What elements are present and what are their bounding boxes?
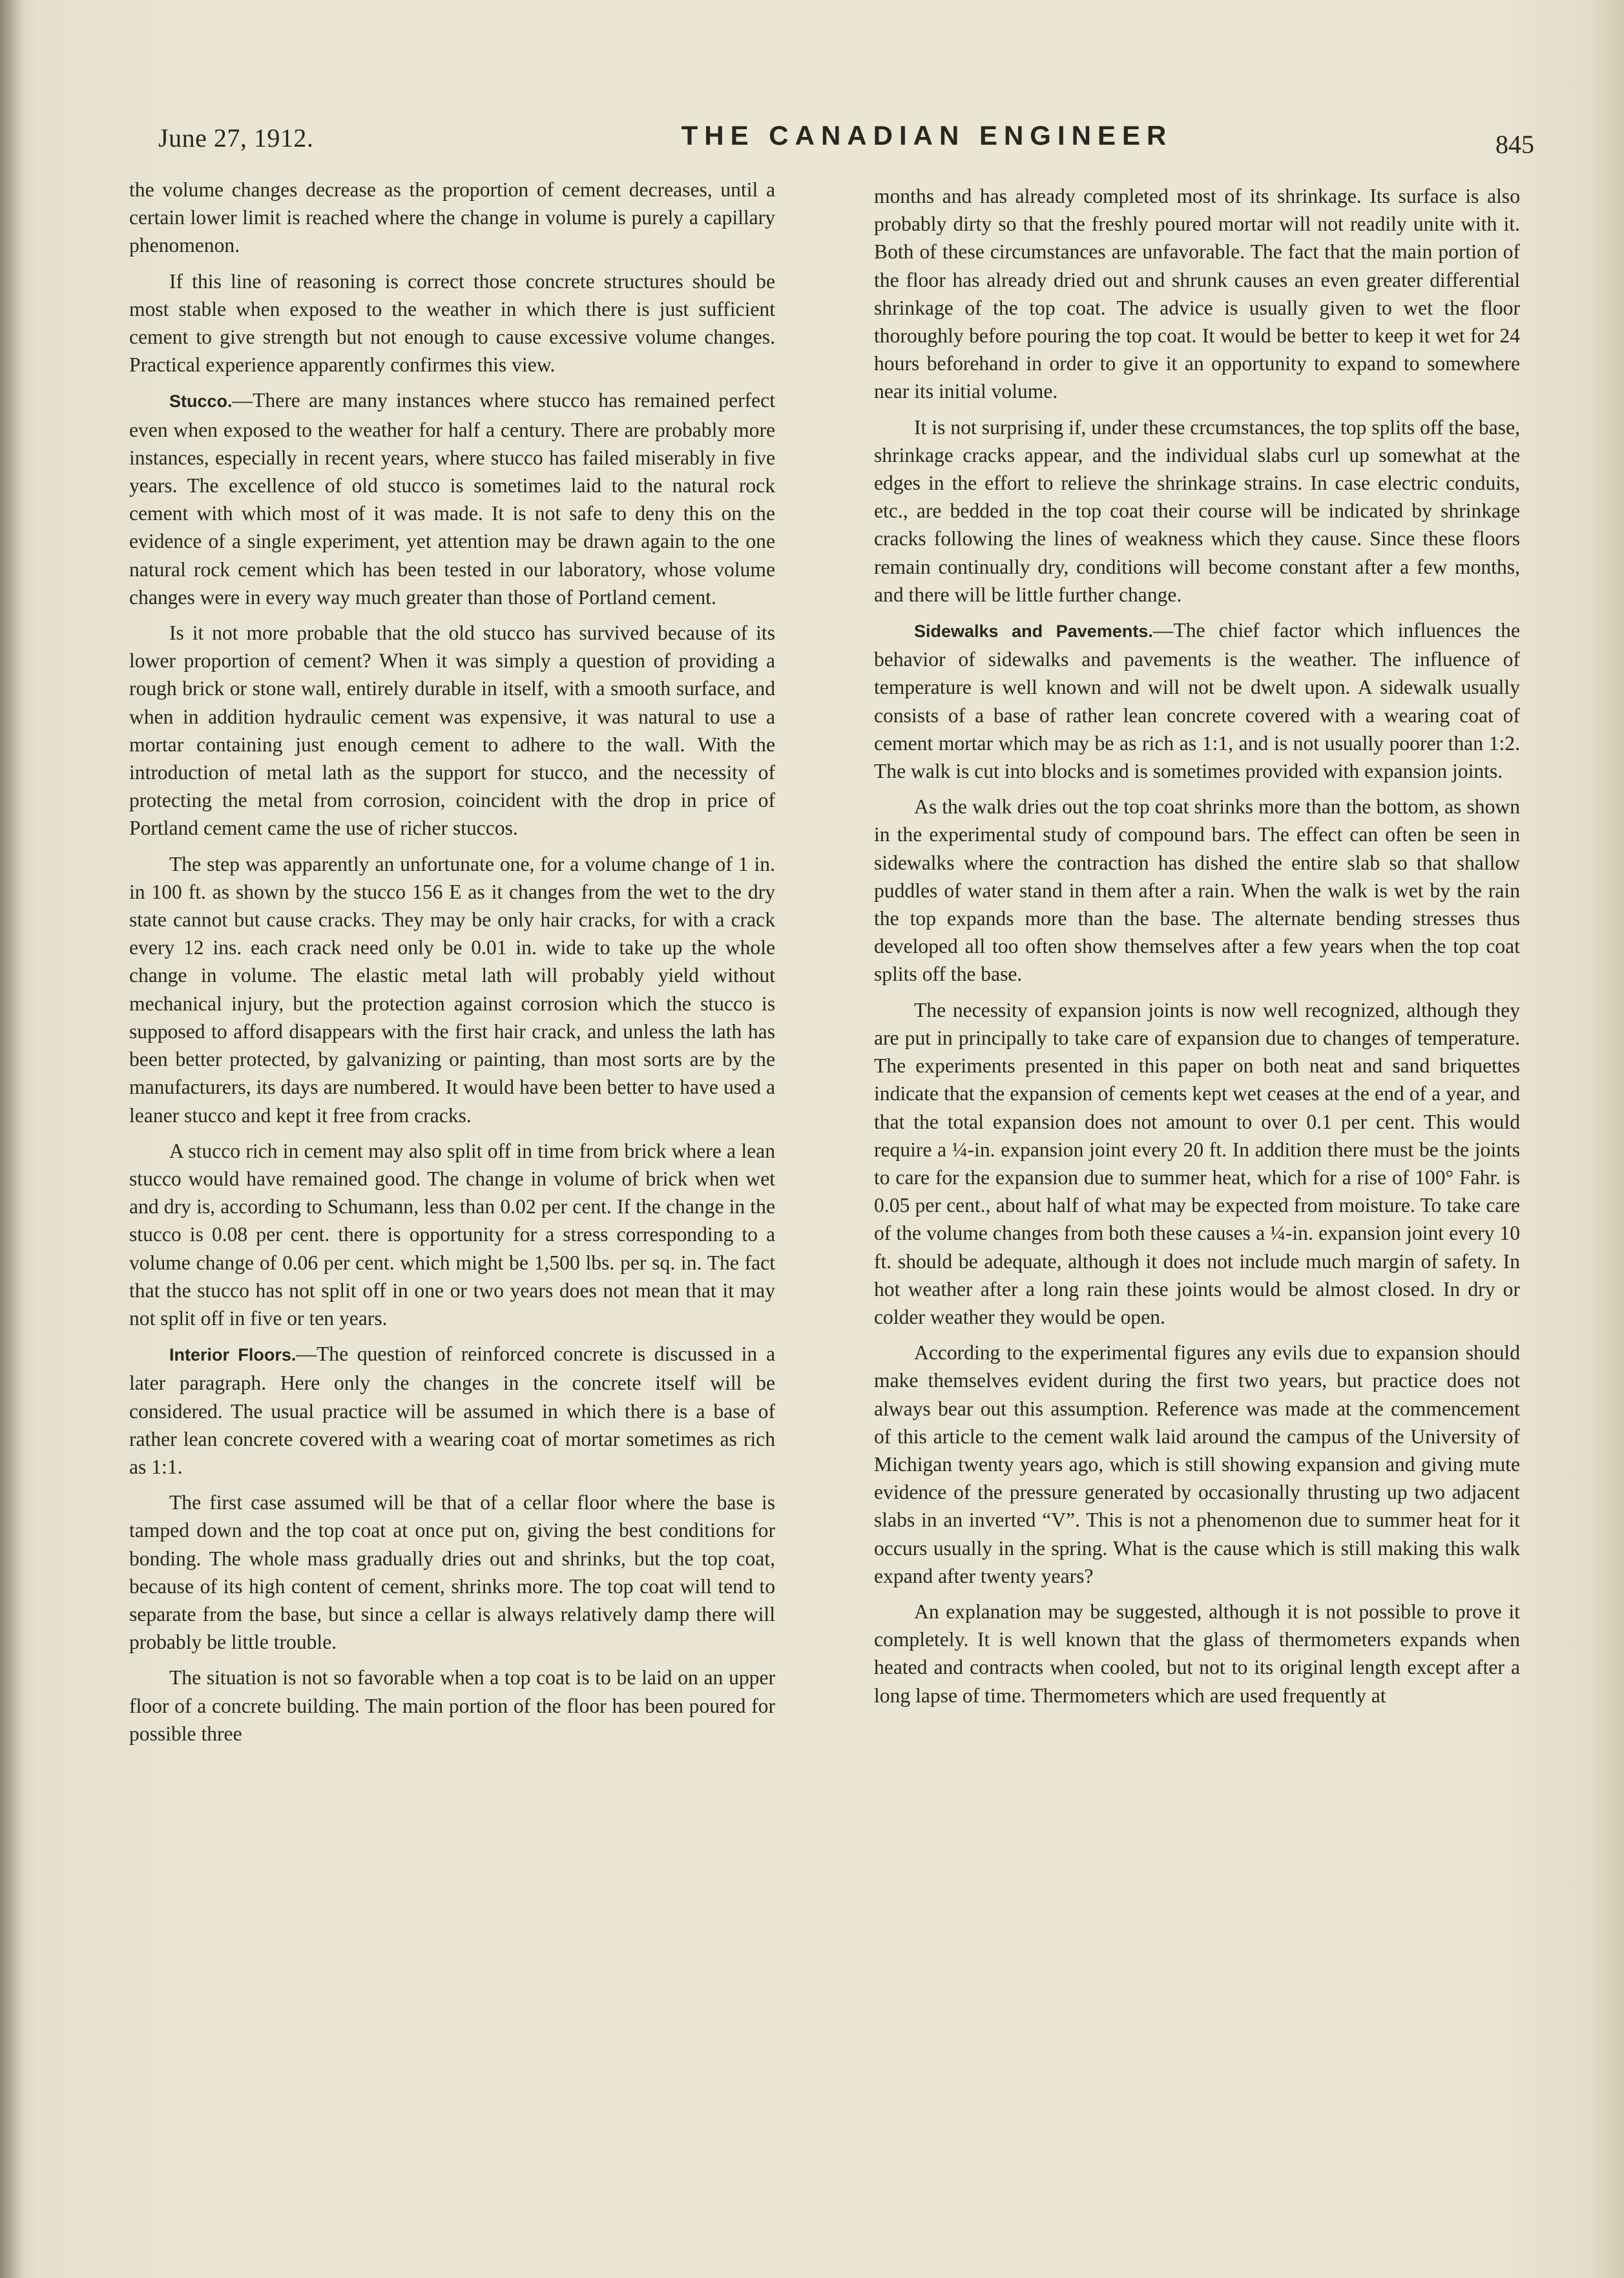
paragraph: The step was apparently an unfortunate one, for a volume change of 1 in. in 100 ft. as shown by the stucco 156 E as it changes from the wet to the dry state cannot but cause cracks. They may be only hair cracks, for with a crack every 12 ins. each crack need only be 0.01 in. wide to take up the whole change in volume. The elastic metal lath will probably yield without mechanical injury, but the protection against corrosion which the stucco is supposed to afford disappears with the first hair crack, and unless the lath has been better protected, by galvanizing or painting, than most sorts are by the manufacturers, its days are numbered. It would have been better to have used a leaner stucco and kept it free from cracks. bbox=[129, 852, 775, 1127]
paragraph: The situation is not so favorable when a top coat is to be laid on an upper floor of a concrete building. The main portion of the floor has been poured for possible three bbox=[129, 1666, 775, 1745]
section-sidewalks bbox=[874, 616, 1520, 785]
paragraph: An explanation may be suggested, although it is not possible to prove it completely. It is well known that the glass of thermometers expands when heated and contracts when cooled, but not to its original length except after a long lapse of time. Thermometers which are used frequently at bbox=[874, 1600, 1520, 1707]
paragraph: Is it not more probable that the old stucco has survived because of its lower proportion of cement? When it was simply a question of providing a rough brick or stone wall, entirely durable in itself, with a smooth surface, and when in addition hydraulic cement was expensive, it was natural to use a mortar containing just enough cement to adhere to the wall. With the introduction of metal lath as the support for stucco, and the necessity of protecting the metal from corrosion, coincident with the drop in price of Portland cement came the use of richer stuccos. bbox=[129, 622, 775, 840]
paragraph-text: —The question of reinforced concrete is discussed in a later paragraph. Here only the changes in the concrete itself will be considered. The usual practice will be assumed in which there is a base of rather lean concrete covered with a wearing coat of mortar sometimes as rich as 1:1. bbox=[129, 1343, 775, 1478]
section-interior-floors bbox=[129, 1340, 775, 1481]
paragraph: The necessity of expansion joints is now well recognized, although they are put in principally to take care of expansion due to changes of temperature. The experiments presented in this paper on both neat and sand briquettes indicate that the expansion of cements kept wet ceases at the end of a year, and that the total expansion does not amount to over 0.1 per cent. This would require a ¼-in. expansion joint every 20 ft. In addition there must be the joints to care for the expansion due to summer heat, which for a rise of 100° Fahr. is 0.05 per cent., about half of what may be expected from moisture. To take care of the volume changes from both these causes a ¼-in. expansion joint every 10 ft. should be adequate, although it does not include much margin of safety. In hot weather after a long rain these joints would be almost closed. In dry or colder weather they would be open. bbox=[874, 998, 1520, 1328]
paragraph-text: —The chief factor which influences the behavior of sidewalks and pavements is the weather. The influence of temperature is well known and will not be dwelt upon. A sidewalk usually consists of a base of rather lean concrete covered with a wearing coat of cement mortar which may be as rich as 1:1, and is not usually poorer than 1:2. The walk is cut into blocks and is sometimes provided with expansion joints. bbox=[874, 619, 1520, 783]
left-column bbox=[129, 176, 775, 1751]
paragraph: If this line of reasoning is correct those concrete structures should be most stable when exposed to the weather in which there is just sufficient cement to give strength but not enough to cause excessive volume changes. Practical experience apparently confirmes this view. bbox=[129, 269, 775, 377]
running-header bbox=[158, 115, 1554, 167]
paragraph: The first case assumed will be that of a cellar floor where the base is tamped down and the top coat at once put on, giving the best conditions for bonding. The whole mass gradually dries out and shrinks, but the top coat, because of its high content of cement, shrinks more. The top coat will tend to separate from the base, but since a cellar is always relatively damp there will probably be little trouble. bbox=[129, 1491, 775, 1654]
section-heading-interior-floors: Interior Floors. bbox=[169, 1345, 297, 1365]
section-heading-sidewalks: Sidewalks and Pavements. bbox=[914, 622, 1153, 642]
paragraph: According to the experimental figures any evils due to expansion should make themselves evident during the first two years, but practice does not always bear out this assumption. Reference was made at the commencement of this article to the cement walk laid around the campus of the University of Michigan twenty years ago, which is still showing expansion and giving mute evidence of the pressure generated by occasionally thrusting up two adjacent slabs in an inverted “V”. This is not a phenomenon due to summer heat for it occurs usually in the spring. What is the cause which is still making this walk expand after twenty years? bbox=[874, 1341, 1520, 1587]
section-stucco bbox=[129, 386, 775, 611]
page-number: 845 bbox=[1495, 130, 1534, 159]
right-column bbox=[874, 182, 1520, 1713]
paragraph-text: —There are many instances where stucco has remained perfect even when exposed to the weather for half a century. There are probably more instances, especially in recent years, where stucco has failed miserably in five years. The excellence of old stucco is sometimes laid to the natural rock cement with which most of it was made. It is not safe to deny this on the evidence of a single experiment, yet attention may be drawn again to the one natural rock cement which has been tested in our laboratory, whose volume changes were in every way much greater than those of Portland cement. bbox=[129, 389, 775, 609]
paragraph: As the walk dries out the top coat shrinks more than the bottom, as shown in the experimental study of compound bars. The effect can often be seen in sidewalks where the contraction has dished the entire slab so that shallow puddles of water stand in them after a rain. When the walk is wet by the rain the top expands more than the base. The alternate bending stresses thus developed all too often show themselves after a few years when the top coat splits off the base. bbox=[874, 795, 1520, 986]
journal-title: THE CANADIAN ENGINEER bbox=[681, 120, 1173, 151]
paragraph: the volume changes decrease as the proportion of cement decreases, until a certain lower limit is reached where the change in volume is purely a capillary phenomenon. bbox=[129, 178, 775, 257]
paragraph: It is not surprising if, under these crcumstances, the top splits off the base, shrinkage cracks appear, and the individual slabs curl up somewhat at the edges in the effort to relieve the shrinkage strains. In case electric conduits, etc., are bedded in the top coat their course will be indicated by shrinkage cracks following the lines of weakness which they cause. Since these floors remain continually dry, conditions will become constant after a few months, and there will be little further change. bbox=[874, 415, 1520, 606]
paragraph: months and has already completed most of its shrinkage. Its surface is also probably dirty so that the freshly poured mortar will not readily unite with it. Both of these circumstances are unfavorable. The fact that the main portion of the floor has already dried out and shrunk causes an even greater differential shrinkage of the top coat. The advice is usually given to wet the floor thoroughly before pouring the top coat. It would be better to keep it wet for 24 hours beforehand in order to give it an opportunity to expand to somewhere near its initial volume. bbox=[874, 185, 1520, 403]
paragraph: A stucco rich in cement may also split off in time from brick where a lean stucco would have remained good. The change in volume of brick when wet and dry is, according to Schumann, less than 0.02 per cent. If the change in the stucco is 0.08 per cent. there is opportunity for a stress corresponding to a volume change of 0.06 per cent. which might be 1,500 lbs. per sq. in. The fact that the stucco has not split off in one or two years does not mean that it may not split off in five or ten years. bbox=[129, 1139, 775, 1330]
binding-shadow bbox=[0, 0, 23, 2278]
section-heading-stucco: Stucco. bbox=[169, 392, 233, 412]
issue-date: June 27, 1912. bbox=[158, 123, 314, 152]
